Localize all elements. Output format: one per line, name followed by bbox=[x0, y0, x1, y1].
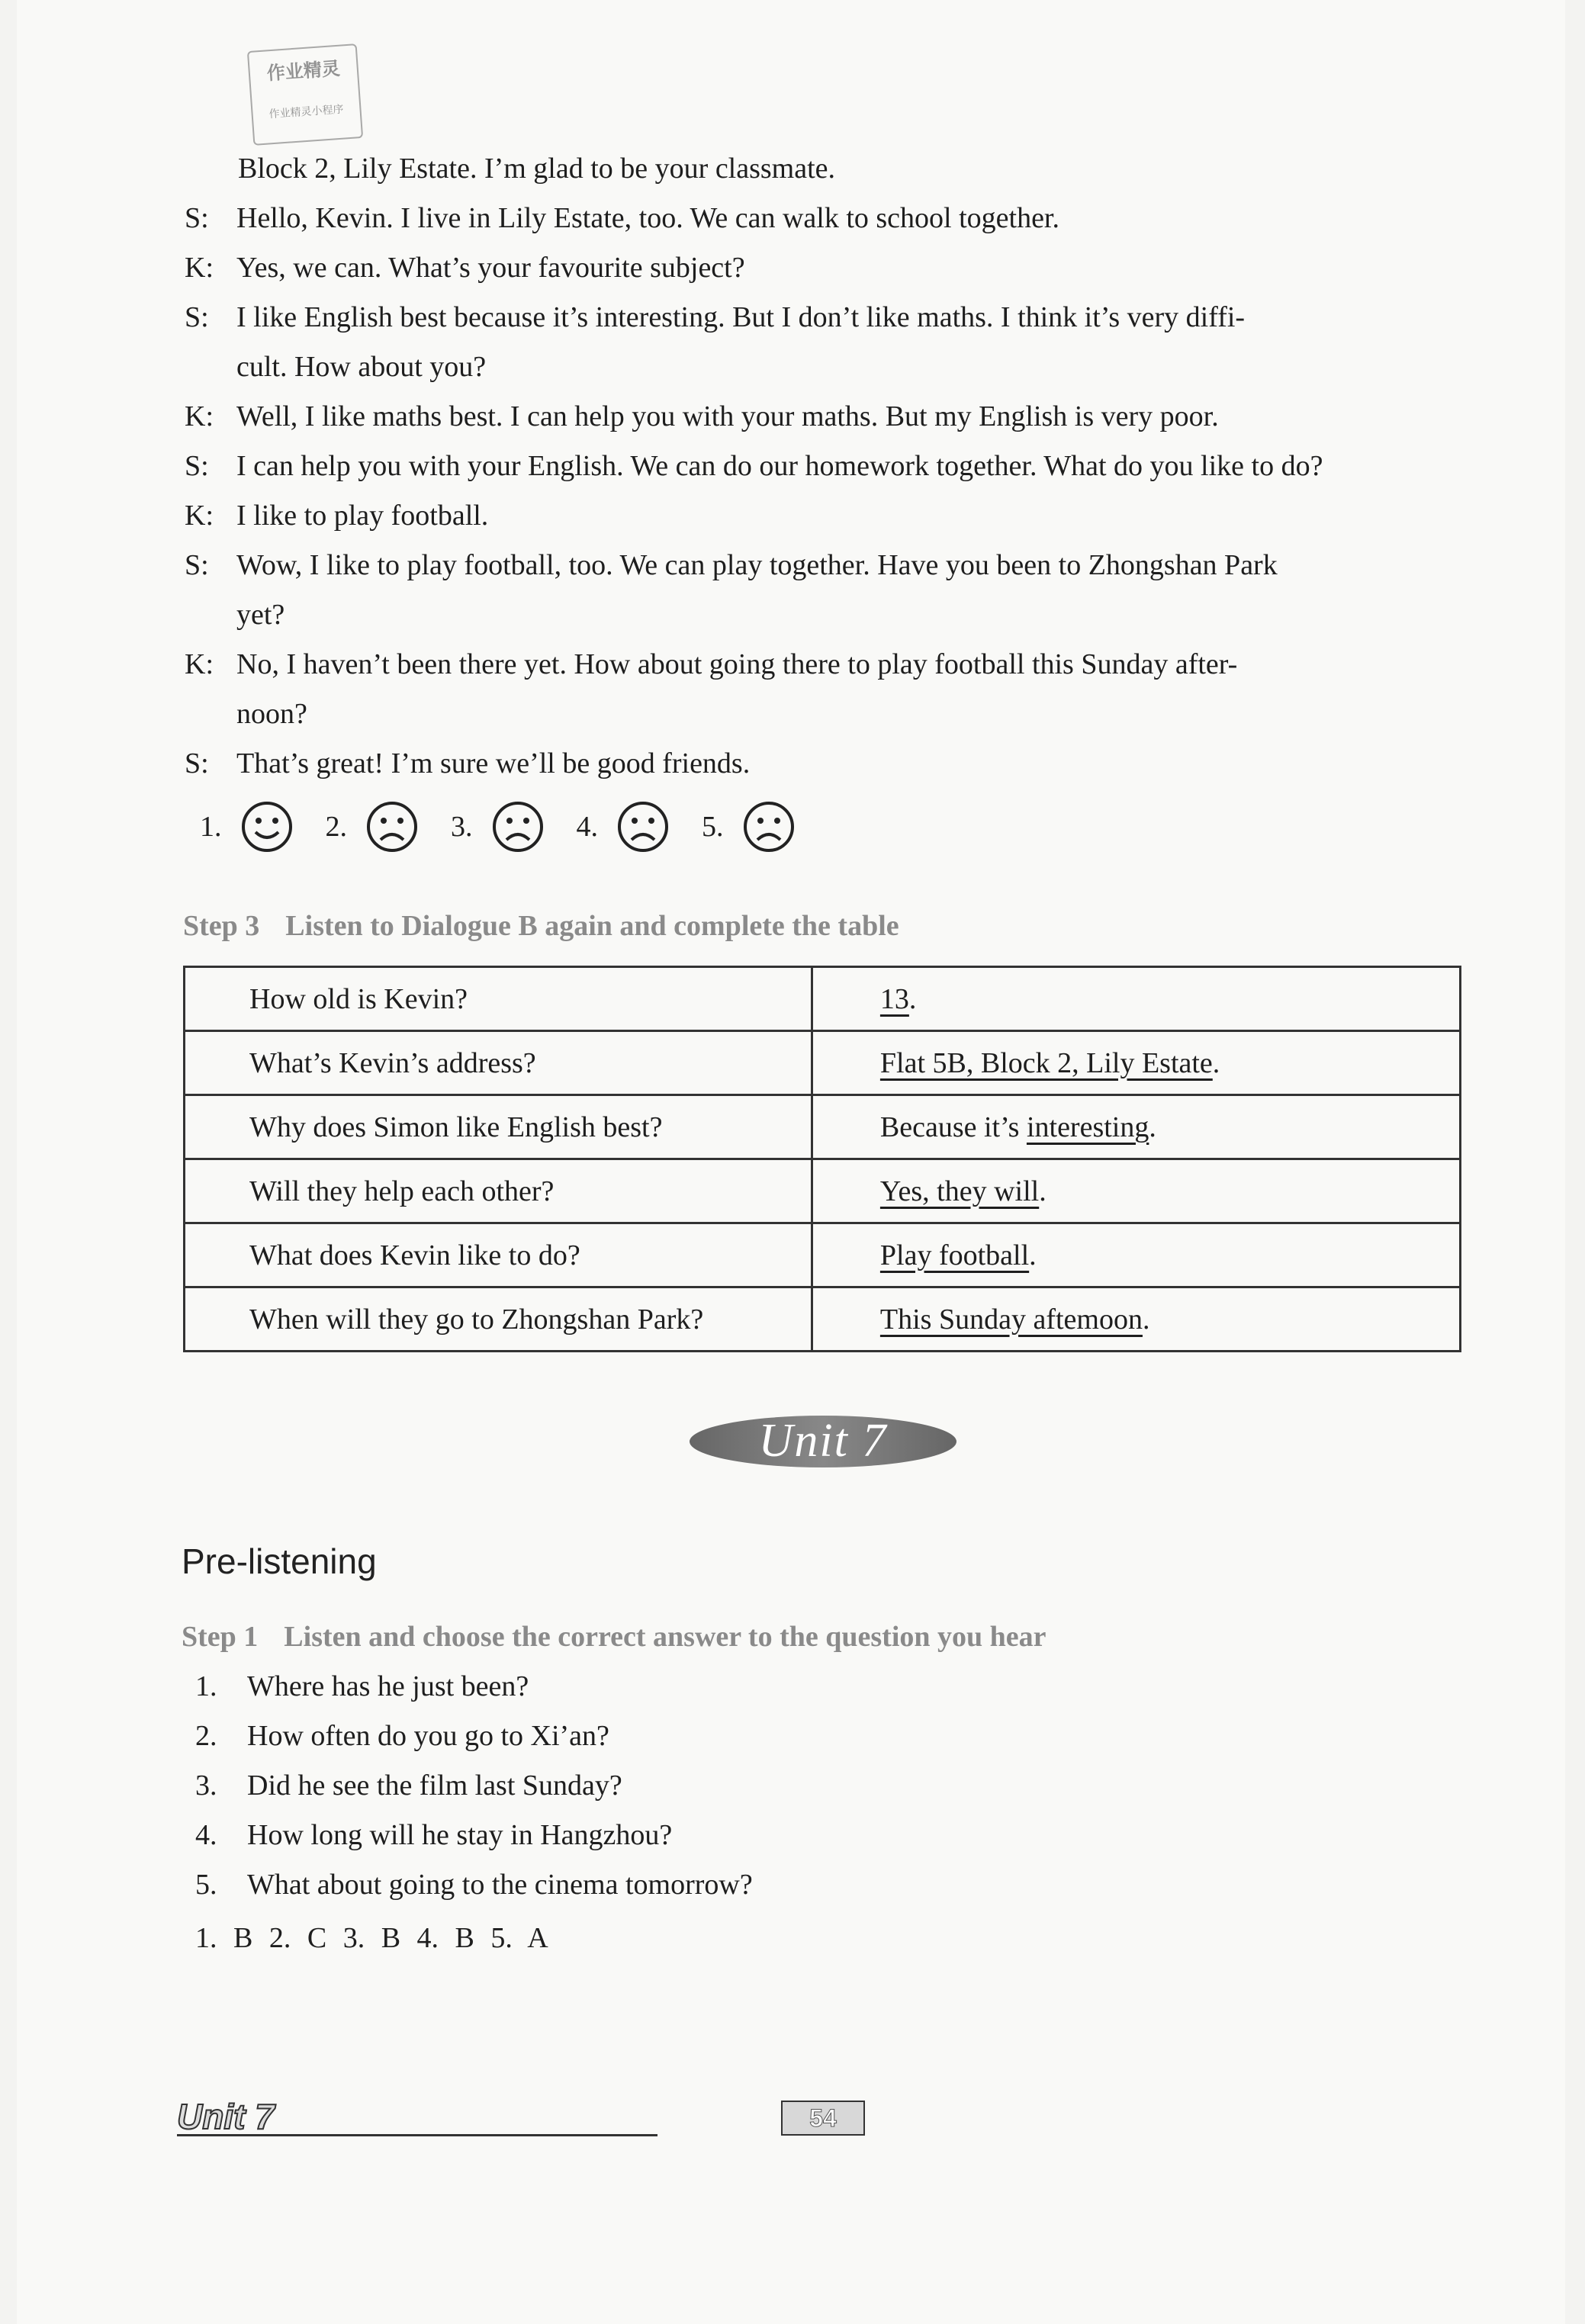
table-question: Will they help each other? bbox=[185, 1159, 812, 1223]
speaker: K: bbox=[185, 648, 214, 680]
table-row bbox=[185, 1287, 1461, 1352]
dialogue-line bbox=[185, 645, 1237, 683]
line-continuation: yet? bbox=[236, 599, 285, 631]
answer-suffix: . bbox=[908, 982, 917, 1015]
question-text: Where has he just been? bbox=[247, 1670, 529, 1702]
face-item bbox=[451, 799, 545, 854]
answer-prefix: Because it’s bbox=[879, 1111, 1027, 1143]
sad-face-icon bbox=[616, 800, 670, 853]
face-number: 3. bbox=[451, 811, 473, 843]
speaker: K: bbox=[185, 252, 214, 284]
table-answer bbox=[812, 967, 1460, 1031]
step-label: Step 1 bbox=[182, 1621, 259, 1653]
question-text: How long will he stay in Hangzhou? bbox=[247, 1819, 673, 1851]
line-text: I like English best because it’s interesting. But I don’t like maths. I think it’s very diffi- bbox=[236, 301, 1246, 333]
dialogue-line bbox=[185, 397, 1219, 436]
face-number: 5. bbox=[702, 811, 724, 843]
happy-face-icon bbox=[240, 800, 294, 853]
dialogue-line bbox=[185, 497, 488, 535]
table-row bbox=[185, 1159, 1461, 1223]
table-row bbox=[185, 1223, 1461, 1287]
page-footer bbox=[177, 2096, 863, 2143]
answer-suffix: . bbox=[1029, 1239, 1037, 1271]
step3-heading bbox=[183, 909, 899, 943]
table-answer bbox=[812, 1159, 1460, 1223]
answer-suffix: . bbox=[1039, 1175, 1046, 1207]
question-number: 1. bbox=[195, 1670, 217, 1702]
line-text: Yes, we can. What’s your favourite subject? bbox=[236, 252, 745, 284]
watermark-stamp bbox=[247, 43, 363, 146]
table-answer bbox=[812, 1095, 1460, 1159]
question-text: What about going to the cinema tomorrow? bbox=[247, 1869, 753, 1901]
table-question: What does Kevin like to do? bbox=[185, 1223, 812, 1287]
dialogue-line bbox=[185, 447, 1323, 485]
face-item bbox=[702, 799, 796, 854]
sad-face-icon bbox=[365, 800, 419, 853]
page-number: 54 bbox=[781, 2101, 865, 2136]
answer-key: 1. B 2. C 3. B 4. B 5. A bbox=[195, 1922, 548, 1954]
table-question: What’s Kevin’s address? bbox=[185, 1031, 812, 1095]
line-text: That’s great! I’m sure we’ll be good friends. bbox=[236, 747, 751, 779]
table-question: When will they go to Zhongshan Park? bbox=[185, 1287, 812, 1352]
answer-underlined: Play football bbox=[879, 1239, 1030, 1271]
face-number: 4. bbox=[576, 811, 598, 843]
question-item bbox=[195, 1866, 753, 1904]
speaker: S: bbox=[185, 549, 209, 581]
line-text: Wow, I like to play football, too. We can play together. Have you been to Zhongshan Park bbox=[236, 549, 1278, 581]
step-title: Listen to Dialogue B again and complete the table bbox=[285, 910, 899, 942]
speaker: K: bbox=[185, 400, 214, 432]
answer-underlined: This Sunday aftemoon bbox=[879, 1303, 1143, 1336]
step-title: Listen and choose the correct answer to the question you hear bbox=[284, 1621, 1046, 1653]
question-text: Did he see the film last Sunday? bbox=[247, 1770, 622, 1802]
face-number: 2. bbox=[325, 811, 347, 843]
table-answer bbox=[812, 1287, 1460, 1352]
face-answers bbox=[200, 799, 828, 854]
speaker: S: bbox=[185, 450, 209, 482]
step-label: Step 3 bbox=[183, 910, 260, 942]
speaker: K: bbox=[185, 500, 214, 532]
answer-underlined: interesting bbox=[1026, 1111, 1149, 1143]
face-number: 1. bbox=[200, 811, 222, 843]
footer-unit: Unit 7 bbox=[177, 2097, 275, 2136]
line-text: I like to play football. bbox=[236, 500, 489, 532]
table-question: How old is Kevin? bbox=[185, 967, 812, 1031]
question-number: 3. bbox=[195, 1770, 217, 1802]
table-row bbox=[185, 967, 1461, 1031]
face-item bbox=[200, 799, 294, 854]
answer-suffix: . bbox=[1142, 1303, 1150, 1336]
face-item bbox=[326, 799, 420, 854]
question-number: 4. bbox=[195, 1819, 217, 1851]
section-title: Pre-listening bbox=[182, 1541, 377, 1581]
answer-table bbox=[183, 966, 1461, 1352]
answer-underlined: Flat 5B, Block 2, Lily Estate bbox=[879, 1046, 1213, 1079]
speaker: S: bbox=[185, 301, 209, 333]
question-number: 5. bbox=[195, 1869, 217, 1901]
stamp-brand: 作业精灵 bbox=[265, 57, 341, 85]
table-answer bbox=[812, 1031, 1460, 1095]
question-item bbox=[195, 1766, 622, 1805]
dialogue-line bbox=[185, 744, 750, 783]
answer-suffix: . bbox=[1212, 1046, 1220, 1079]
answer-underlined: Yes, they will bbox=[879, 1175, 1040, 1207]
question-item bbox=[195, 1667, 529, 1705]
speaker: S: bbox=[185, 202, 209, 234]
line-text: I can help you with your English. We can do our homework together. What do you like to do? bbox=[236, 450, 1323, 482]
table-row bbox=[185, 1031, 1461, 1095]
question-item bbox=[195, 1816, 672, 1854]
dialogue-line bbox=[185, 298, 1245, 336]
dialogue-first-line: Block 2, Lily Estate. I’m glad to be your classmate. bbox=[238, 153, 836, 185]
line-text: No, I haven’t been there yet. How about going there to play football this Sunday after- bbox=[236, 648, 1238, 680]
sad-face-icon bbox=[742, 800, 796, 853]
question-item bbox=[195, 1717, 609, 1755]
answer-suffix: . bbox=[1149, 1111, 1156, 1143]
sad-face-icon bbox=[491, 800, 545, 853]
stamp-sub: 作业精灵小程序 bbox=[268, 103, 345, 121]
dialogue-line bbox=[185, 546, 1278, 584]
line-continuation: noon? bbox=[236, 698, 307, 730]
table-row bbox=[185, 1095, 1461, 1159]
line-continuation: cult. How about you? bbox=[236, 351, 487, 383]
face-item bbox=[577, 799, 670, 854]
question-text: How often do you go to Xi’an? bbox=[247, 1720, 609, 1752]
answer-underlined: 13 bbox=[879, 982, 909, 1015]
speaker: S: bbox=[185, 747, 209, 779]
line-text: Well, I like maths best. I can help you with your maths. But my English is very poor. bbox=[236, 400, 1219, 432]
table-answer bbox=[812, 1223, 1460, 1287]
dialogue-line bbox=[185, 249, 745, 287]
line-text: Hello, Kevin. I live in Lily Estate, too. We can walk to school together. bbox=[236, 202, 1059, 234]
table-question: Why does Simon like English best? bbox=[185, 1095, 812, 1159]
question-number: 2. bbox=[195, 1720, 217, 1752]
step1-heading bbox=[182, 1620, 1046, 1654]
unit-banner: Unit 7 bbox=[690, 1416, 956, 1467]
dialogue-line bbox=[185, 199, 1059, 237]
